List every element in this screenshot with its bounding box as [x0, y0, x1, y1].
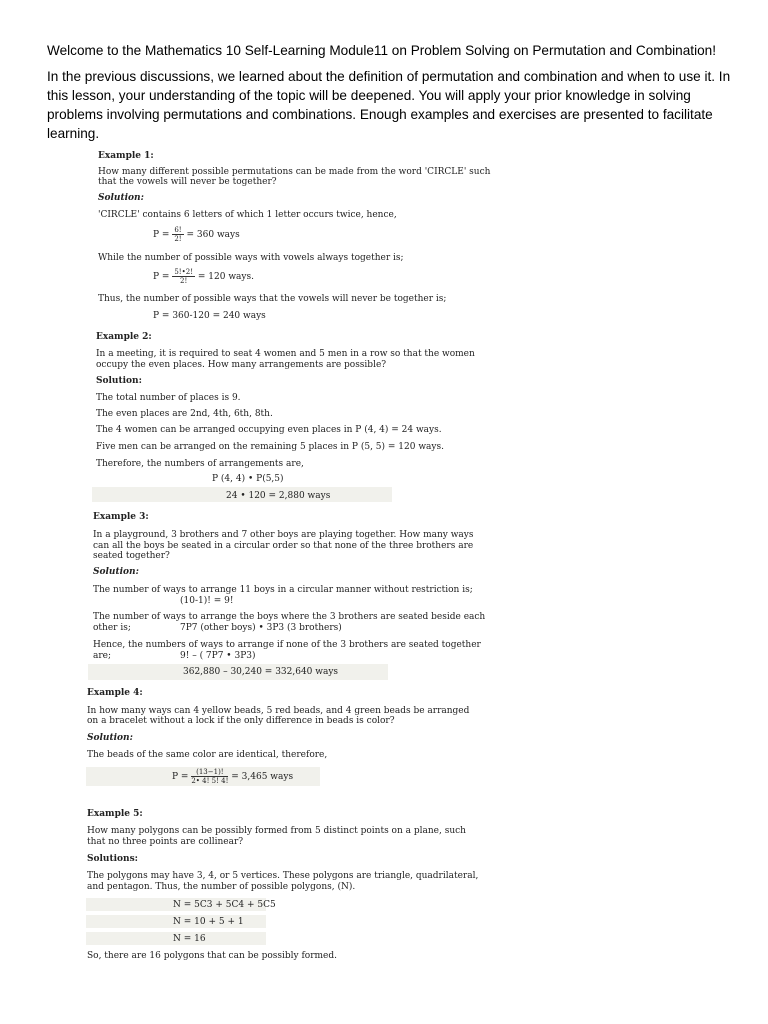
- ex1-formula-2: [153, 268, 254, 285]
- ex5-question-2: that no three points are collinear?: [87, 837, 244, 847]
- example-5-title: Example 5:: [87, 809, 143, 819]
- ex1-text-1: 'CIRCLE' contains 6 letters of which 1 letter occurs twice, hence,: [98, 210, 397, 220]
- formula-result: = 3,465 ways: [231, 772, 294, 782]
- fraction: [191, 768, 228, 785]
- ex3-text-5: are;: [93, 651, 112, 661]
- ex5-formula-2: N = 10 + 5 + 1: [173, 917, 244, 927]
- ex5-solution-label: Solutions:: [87, 854, 138, 864]
- ex5-formula-1: N = 5C3 + 5C4 + 5C5: [173, 900, 276, 910]
- ex3-question-3: seated together?: [93, 551, 170, 561]
- example-1-title: Example 1:: [98, 151, 154, 161]
- ex2-text-5: Therefore, the numbers of arrangements are,: [96, 459, 304, 469]
- ex5-text-1: The polygons may have 3, 4, or 5 vertices. These polygons are triangle, quadrilateral,: [87, 871, 479, 881]
- ex2-text-4: Five men can be arranged on the remaining 5 places in P (5, 5) = 120 ways.: [96, 442, 444, 452]
- ex3-formula-3: 9! – ( 7P7 • 3P3): [180, 651, 256, 661]
- example-4-title: Example 4:: [87, 688, 143, 698]
- example-2-title: Example 2:: [96, 332, 152, 342]
- ex1-question-2: that the vowels will never be together?: [98, 177, 277, 187]
- formula-result: = 360 ways: [186, 230, 240, 240]
- ex3-formula-2: 7P7 (other boys) • 3P3 (3 brothers): [180, 623, 342, 633]
- ex1-solution-label: Solution:: [98, 193, 144, 203]
- ex2-formula-1: P (4, 4) • P(5,5): [212, 474, 284, 484]
- ex1-text-2: While the number of possible ways with vowels always together is;: [98, 253, 404, 263]
- ex1-formula-3: P = 360-120 = 240 ways: [153, 311, 266, 321]
- ex3-text-1: The number of ways to arrange 11 boys in a circular manner without restriction is;: [93, 585, 473, 595]
- ex1-text-3: Thus, the number of possible ways that the vowels will never be together is;: [98, 294, 447, 304]
- ex3-question-1: In a playground, 3 brothers and 7 other boys are playing together. How many ways: [93, 530, 474, 540]
- ex2-question-1: In a meeting, it is required to seat 4 women and 5 men in a row so that the women: [96, 349, 475, 359]
- ex3-text-3: other is;: [93, 623, 131, 633]
- ex3-question-2: can all the boys be seated in a circular order so that none of the three brothers are: [93, 541, 474, 551]
- ex2-text-2: The even places are 2nd, 4th, 6th, 8th.: [96, 409, 273, 419]
- formula-lhs: P =: [153, 272, 170, 282]
- ex3-text-2: The number of ways to arrange the boys where the 3 brothers are seated beside each: [93, 612, 486, 622]
- ex5-question-1: How many polygons can be possibly formed from 5 distinct points on a plane, such: [87, 826, 466, 836]
- intro-paragraph: In the previous discussions, we learned about the definition of permutation and combination and when to use it. In this lesson, your understanding of the topic will be deepened. You will apply your prior knowledge in solving problems involving permutations and combinations. Enough examples and exercises are presented to facilitate learning.: [47, 69, 731, 141]
- numerator: 5!•2!: [174, 268, 194, 276]
- ex4-question-2: on a bracelet without a lock if the only difference in beads is color?: [87, 716, 395, 726]
- ex2-text-3: The 4 women can be arranged occupying even places in P (4, 4) = 24 ways.: [96, 425, 442, 435]
- ex5-formula-3: N = 16: [173, 934, 206, 944]
- ex3-text-4: Hence, the numbers of ways to arrange if none of the 3 brothers are seated together: [93, 640, 481, 650]
- ex3-solution-label: Solution:: [93, 567, 139, 577]
- ex5-text-2: and pentagon. Thus, the number of possible polygons, (N).: [87, 882, 356, 892]
- ex1-formula-1: [153, 226, 240, 243]
- ex1-question-1: How many different possible permutations can be made from the word 'CIRCLE' such: [98, 167, 491, 177]
- fraction: [172, 226, 183, 243]
- fraction: [172, 268, 195, 285]
- ex2-solution-label: Solution:: [96, 376, 142, 386]
- denominator: 2!: [180, 277, 188, 285]
- ex2-formula-2: 24 • 120 = 2,880 ways: [226, 491, 331, 501]
- ex3-formula-1: (10-1)! = 9!: [180, 596, 234, 606]
- numerator: (13−1)!: [191, 768, 228, 777]
- ex2-text-1: The total number of places is 9.: [96, 393, 241, 403]
- denominator: 2• 4! 5! 4!: [191, 777, 229, 785]
- ex2-question-2: occupy the even places. How many arrangements are possible?: [96, 360, 387, 370]
- ex4-solution-label: Solution:: [87, 733, 133, 743]
- formula-result: = 120 ways.: [197, 272, 254, 282]
- welcome-line: Welcome to the Mathematics 10 Self-Learning Module11 on Problem Solving on Permutation and Combination!: [47, 43, 716, 58]
- ex4-text-1: The beads of the same color are identical, therefore,: [87, 750, 328, 760]
- ex4-formula: [172, 768, 293, 785]
- formula-lhs: P =: [172, 772, 189, 782]
- ex3-formula-4: 362,880 – 30,240 = 332,640 ways: [183, 667, 339, 677]
- ex4-question-1: In how many ways can 4 yellow beads, 5 red beads, and 4 green beads be arranged: [87, 706, 470, 716]
- denominator: 2!: [174, 235, 182, 243]
- numerator: 6!: [174, 226, 182, 234]
- example-3-title: Example 3:: [93, 512, 149, 522]
- formula-lhs: P =: [153, 230, 170, 240]
- ex5-conclusion: So, there are 16 polygons that can be possibly formed.: [87, 951, 337, 961]
